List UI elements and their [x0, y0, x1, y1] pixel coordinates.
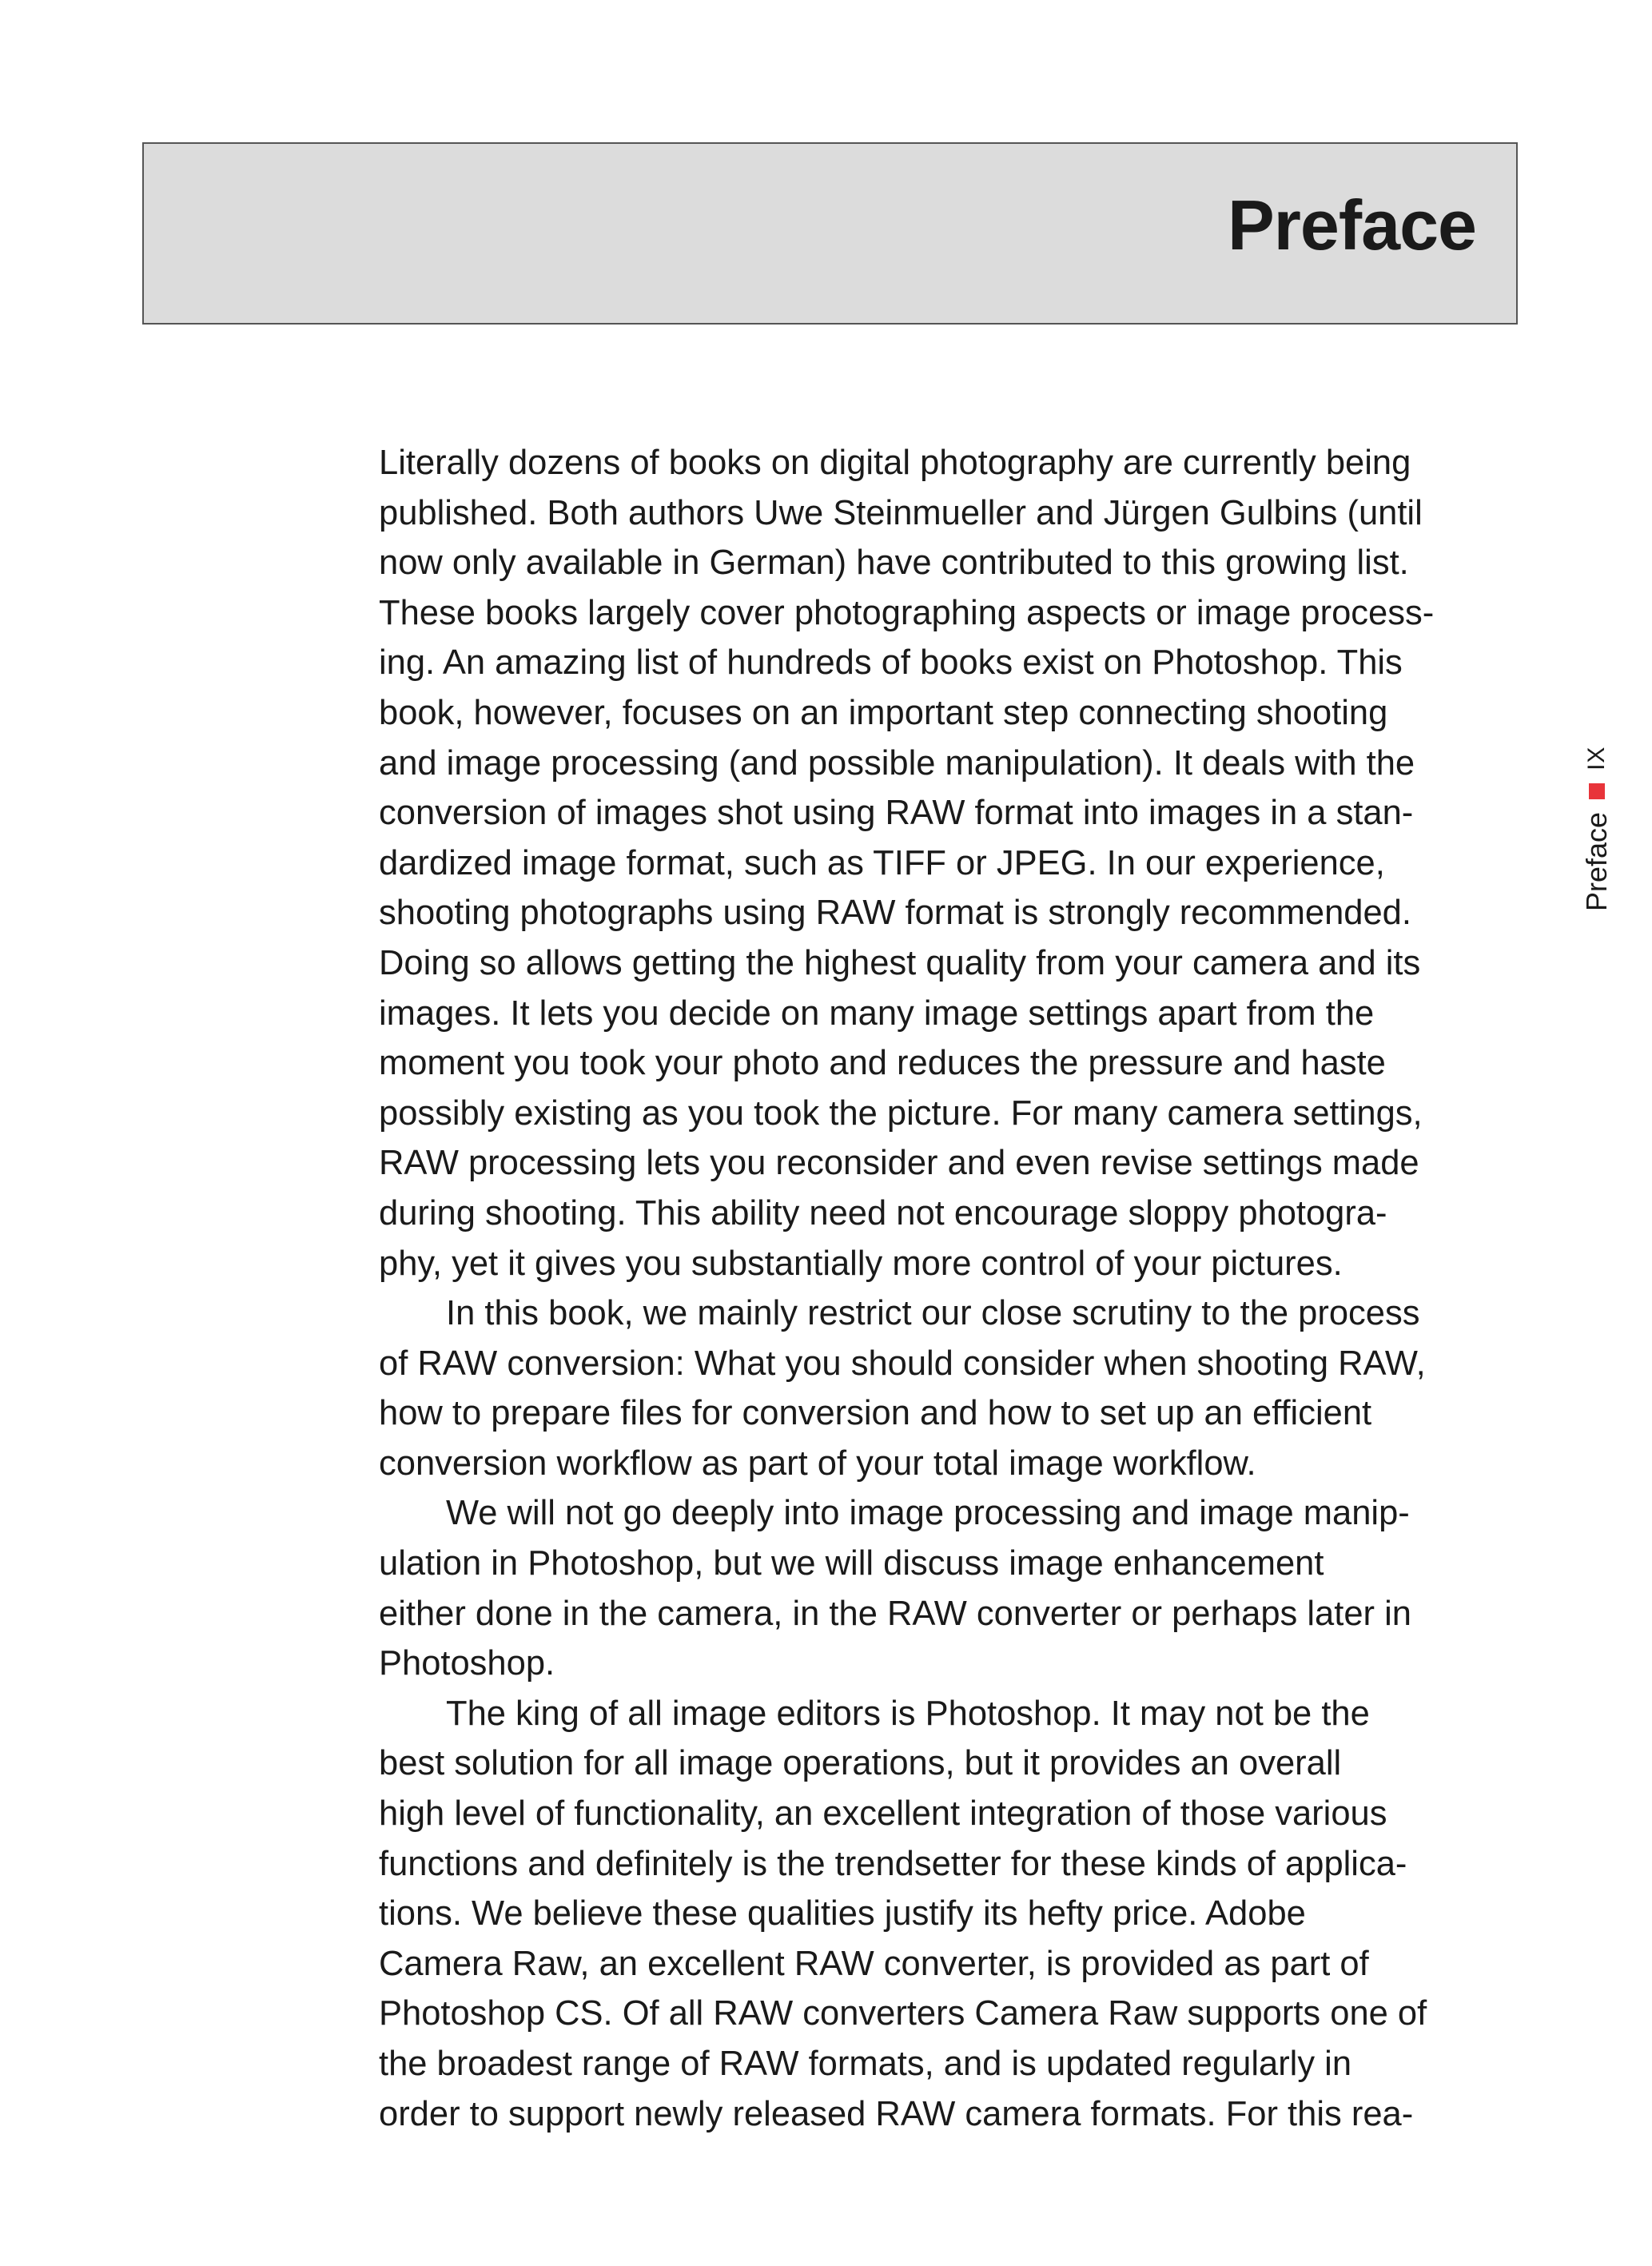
- text-line: the broadest range of RAW formats, and is updated regularly in: [379, 2045, 1352, 2083]
- text-line: during shooting. This ability need not encourage sloppy photogra-: [379, 1193, 1387, 1233]
- side-section-label: Preface: [1580, 811, 1613, 911]
- paragraph-start-line: In this book, we mainly restrict our close scrutiny to the process: [446, 1294, 1420, 1333]
- text-line: Photoshop.: [379, 1644, 555, 1683]
- chapter-title-box: [142, 142, 1518, 325]
- text-line: best solution for all image operations, but it provides an overall: [379, 1744, 1342, 1783]
- text-line: Camera Raw, an excellent RAW converter, is provided as part of: [379, 1944, 1369, 1983]
- text-line: published. Both authors Uwe Steinmueller and Jürgen Gulbins (until: [379, 493, 1423, 532]
- text-line: These books largely cover photographing aspects or image process-: [379, 593, 1435, 632]
- text-line: high level of functionality, an excellent integration of those various: [379, 1794, 1387, 1834]
- text-line: of RAW conversion: What you should consider when shooting RAW,: [379, 1344, 1426, 1383]
- text-line: phy, yet it gives you substantially more control of your pictures.: [379, 1244, 1343, 1283]
- text-line: conversion workflow as part of your total image workflow.: [379, 1444, 1256, 1483]
- text-line: Doing so allows getting the highest quality from your camera and its: [379, 943, 1421, 982]
- paragraph-start-line: The king of all image editors is Photoshop. It may not be the: [446, 1694, 1370, 1733]
- preface-body: [379, 438, 1514, 2139]
- text-line: book, however, focuses on an important step connecting shooting: [379, 693, 1388, 732]
- text-line: images. It lets you decide on many image settings apart from the: [379, 994, 1375, 1033]
- text-line: ulation in Photoshop, but we will discuss image enhancement: [379, 1544, 1324, 1583]
- text-line: functions and definitely is the trendsetter for these kinds of applica-: [379, 1844, 1407, 1883]
- page-number: IX: [1583, 746, 1610, 771]
- text-line: Photoshop CS. Of all RAW converters Camera Raw supports one of: [379, 1994, 1427, 2033]
- chapter-title: Preface: [1227, 185, 1476, 265]
- text-line: Literally dozens of books on digital photography are currently being: [379, 444, 1411, 482]
- text-line: RAW processing lets you reconsider and even revise settings made: [379, 1144, 1419, 1183]
- text-line: either done in the camera, in the RAW converter or perhaps later in: [379, 1594, 1411, 1633]
- text-line: how to prepare files for conversion and how to set up an efficient: [379, 1394, 1372, 1433]
- text-line: moment you took your photo and reduces the pressure and haste: [379, 1044, 1386, 1083]
- paragraph-start-line: We will not go deeply into image processing and image manip-: [446, 1494, 1410, 1533]
- text-line: tions. We believe these qualities justify its hefty price. Adobe: [379, 1894, 1306, 1933]
- text-line: shooting photographs using RAW format is strongly recommended.: [379, 894, 1411, 933]
- text-line: dardized image format, such as TIFF or JPEG. In our experience,: [379, 843, 1385, 882]
- text-line: conversion of images shot using RAW format into images in a stan-: [379, 794, 1414, 833]
- text-line: now only available in German) have contributed to this growing list.: [379, 544, 1409, 583]
- text-line: and image processing (and possible manipulation). It deals with the: [379, 743, 1415, 783]
- text-line: ing. An amazing list of hundreds of books exist on Photoshop. This: [379, 643, 1403, 683]
- side-running-tab: [1573, 703, 1621, 911]
- section-marker-square: [1589, 783, 1605, 799]
- text-line: order to support newly released RAW camera formats. For this rea-: [379, 2094, 1414, 2133]
- text-line: possibly existing as you took the picture. For many camera settings,: [379, 1093, 1423, 1133]
